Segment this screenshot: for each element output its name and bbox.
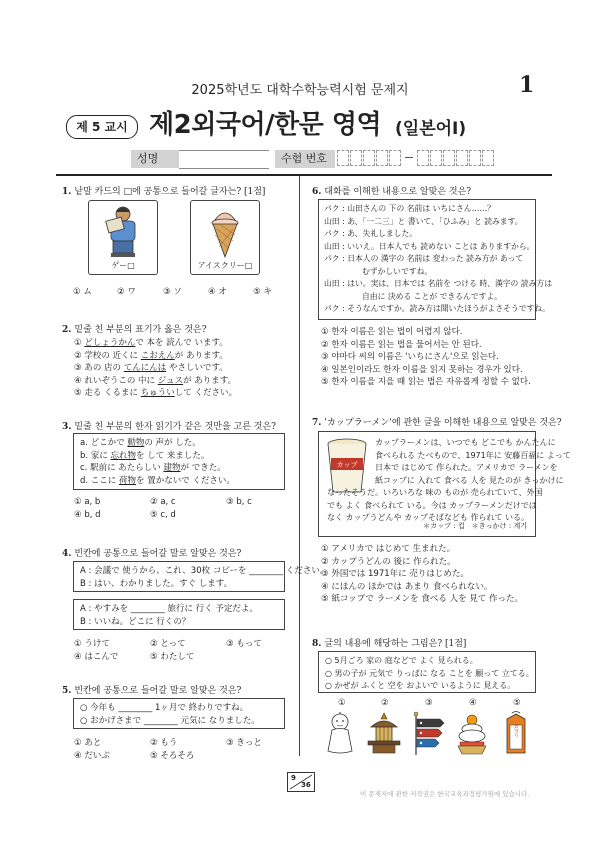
q6-number: 6. — [312, 187, 322, 197]
q8-stem — [312, 636, 466, 649]
q3-stem — [62, 419, 276, 432]
q4-box2-line-1: A : やすみを ________ 旅行に 行く 予定だよ。 — [80, 604, 258, 614]
q7-option-4[interactable]: ④ にほんの ほかでは あまり 食べられない。 — [321, 581, 493, 592]
q6-dialog-line-8: 自由に 決める ことが できるんですよ。 — [362, 291, 502, 301]
q7-passage-line-7: なく カップうどんや カップそばなども 作られて いる。 — [327, 513, 530, 522]
page-number: 1 — [519, 72, 535, 98]
q6-option-2[interactable]: ② 한자 이름은 읽는 법을 물어서는 안 된다. — [321, 339, 482, 350]
q2-option-2[interactable]: ② 学校の 近くに こおえんが あります。 — [74, 350, 228, 361]
q5-option-3[interactable]: ③ きっと — [226, 738, 262, 748]
q4-box1-line-1: A : 会議で 使うから、これ、30枚 コピーを ________ ください。 — [80, 566, 329, 576]
q3-line-b: b. 家に 忘れ物を して 来ました。 — [80, 450, 210, 461]
name-label: 성명 — [131, 150, 179, 168]
q6-dialog-line-9: パク : そうなんですか。読み方は聞いたほうがよさそうですね。 — [324, 304, 550, 313]
q1-option-3[interactable]: ③ ソ — [163, 287, 182, 297]
q6-stem-text: 대화를 이해한 내용으로 알맞은 것은? — [324, 187, 472, 197]
q1-option-5[interactable]: ⑤ キ — [253, 287, 272, 297]
q3-option-3[interactable]: ③ b, c — [226, 497, 252, 507]
q4-dialog-box-1 — [73, 561, 329, 592]
word-card-1 — [88, 200, 158, 275]
q1-option-1[interactable]: ① ム — [73, 287, 92, 297]
q2-stem-text: 밑줄 친 부분의 표기가 옳은 것은? — [74, 325, 207, 335]
q3-number: 3. — [62, 422, 72, 432]
word-card-2 — [190, 200, 260, 275]
q4-option-3[interactable]: ③ もって — [226, 639, 262, 649]
q8-line-3: ○ かぜが ふくと 空を およいで いるように 見える。 — [325, 681, 516, 690]
q6-dialog-line-6: むずかしいですね。 — [362, 266, 433, 276]
q7-options — [321, 543, 523, 606]
q1-number: 1. — [62, 187, 72, 197]
q8-line-1: ○ 5月ごろ 家の 庭などで よく 見られる。 — [325, 656, 478, 665]
q1-option-2[interactable]: ② ワ — [117, 287, 136, 297]
q4-stem — [62, 546, 241, 559]
reading-boy-illustration — [89, 201, 157, 259]
q7-option-3[interactable]: ③ 外国では 1971年に 売りはじめた。 — [321, 569, 469, 579]
q5-option-4[interactable]: ④ だいぶ — [74, 751, 110, 761]
q8-passage-box — [318, 651, 536, 693]
q8-number: 8. — [312, 639, 322, 649]
q7-option-1[interactable]: ① アメリカで はじめて 生まれた。 — [321, 544, 456, 554]
q3-line-d: d. ここに 荷物を 置かないで ください。 — [80, 475, 235, 486]
q4-box1-line-2: B : はい、わかりました。すぐ します。 — [80, 578, 233, 589]
period-badge: 제 5 교시 — [66, 115, 138, 139]
q7-note: ＊カップ : 컵 ＊きっかけ : 계기 — [423, 522, 527, 530]
q4-box2-line-2: B : いいね。どこに 行くの？ — [80, 616, 191, 627]
q3-option-4[interactable]: ④ b, d — [74, 510, 101, 520]
q5-line-1: ○ 今年も ________ 1ヶ月で 終わりですね。 — [80, 703, 249, 713]
q6-option-1[interactable]: ① 한자 이름은 읽는 법이 어렵지 않다. — [321, 327, 463, 337]
name-exam-bar — [131, 150, 509, 168]
q7-passage-line-1: カップラーメンは、いつでも どこでも かんたんに — [375, 438, 556, 447]
column-divider — [299, 176, 300, 756]
copyright-notice: 이 문제지에 관한 저작권은 한국교육과정평가원에 있습니다. — [360, 790, 530, 798]
q8-label-5[interactable]: ⑤ — [513, 698, 521, 708]
q6-dialog-line-5: パク : 日本人の 漢字の 名前は 変わった 読み方が あって — [324, 254, 524, 263]
q8-label-4[interactable]: ④ — [469, 698, 477, 708]
q2-options — [74, 337, 237, 400]
q7-option-5[interactable]: ⑤ 紙コップで ラーメンを 食べる 人を 見て 作った。 — [321, 594, 523, 604]
q7-stem-text: 'カップラーメン'에 관한 글을 이해한 내용으로 알맞은 것은? — [324, 418, 562, 428]
name-field[interactable] — [179, 150, 269, 169]
q5-option-5[interactable]: ⑤ そろそろ — [150, 751, 195, 761]
q6-dialog-line-3: パク : あ、失礼しました。 — [324, 229, 418, 238]
subject-title: 제2외국어/한문 영역 — [149, 110, 382, 140]
q7-passage-line-5: なったそうだ。いろいろな 味の ものが 売られていて、外国 — [327, 488, 543, 497]
q7-passage-line-2: 食べられる たべもので、1971年に 安藤百福に よって — [375, 450, 571, 460]
q5-passage-box — [73, 698, 285, 729]
q6-dialog-line-1: パク : 山田さんの 下の 名前は いちにさん……？ — [324, 204, 495, 213]
q6-dialog-box — [318, 199, 553, 320]
q4-stem-text: 빈칸에 공통으로 들어갈 말로 알맞은 것은? — [74, 549, 242, 559]
q5-option-2[interactable]: ② もう — [150, 738, 178, 748]
q7-number: 7. — [312, 418, 322, 428]
q6-options — [321, 326, 531, 389]
q5-option-1[interactable]: ① あと — [74, 738, 102, 748]
q6-option-5[interactable]: ⑤ 한자 이름을 지을 때 읽는 법은 자유롭게 정할 수 없다. — [321, 377, 531, 387]
q4-dialog-box-2 — [73, 599, 285, 630]
q8-label-2[interactable]: ② — [381, 698, 389, 708]
q7-option-2[interactable]: ② カップうどんの 後に 作られた。 — [321, 556, 456, 567]
q3-option-1[interactable]: ① a, b — [74, 497, 101, 507]
q2-option-4[interactable]: ④ れいぞうこの 中に ジュスが あります。 — [74, 375, 237, 386]
q8-stem-text: 글의 내용에 해당하는 그림은? [1점] — [324, 639, 467, 649]
q5-number: 5. — [62, 686, 72, 696]
teru-teru-bozu-icon[interactable] — [322, 711, 358, 755]
q4-option-4[interactable]: ④ はこんで — [74, 652, 119, 662]
card1-label: ゲー□ — [111, 261, 135, 270]
omamori-icon[interactable] — [498, 711, 534, 755]
page-total: 36 — [301, 781, 311, 789]
koinobori-icon[interactable] — [410, 711, 446, 755]
page-counter — [287, 772, 315, 792]
q7-passage-box — [318, 431, 571, 537]
q5-stem — [62, 683, 241, 696]
card2-label: アイスクリー□ — [197, 261, 253, 270]
kagami-mochi-icon[interactable] — [454, 711, 490, 755]
q1-stem-text: 낱말 카드의 □에 공통으로 들어갈 글자는? [1점] — [74, 187, 266, 197]
q4-number: 4. — [62, 549, 72, 559]
omamori-text: お守り — [513, 724, 519, 738]
q5-line-2: ○ おかげさまで ________ 元気に なりました。 — [80, 715, 260, 726]
cup-label: カップ — [336, 461, 358, 469]
q3-option-2[interactable]: ② a, c — [150, 497, 176, 507]
exam-number-label: 수험 번호 — [275, 150, 335, 168]
exam-number-field[interactable] — [337, 150, 509, 168]
q7-passage — [327, 437, 571, 525]
q6-option-3[interactable]: ③ 야마다 씨의 이름은 'いちにさん'으로 읽는다. — [321, 352, 499, 362]
q6-dialog-line-2: 山田 : あ、「一二三」と 書いて、「ひふみ」と 読みます。 — [324, 216, 523, 226]
q8-label-3[interactable]: ③ — [425, 698, 433, 708]
q2-option-5[interactable]: ⑤ 走る くるまに ちゅういして ください。 — [74, 388, 237, 398]
q1-option-4[interactable]: ④ オ — [208, 287, 227, 297]
q5-stem-text: 빈칸에 공통으로 들어갈 말로 알맞은 것은? — [74, 686, 242, 696]
ice-cream-illustration — [191, 201, 259, 259]
q6-dialog-line-7: 山田 : はい。実は、日本では 名前を つける 時、漢字の 読み方は — [324, 279, 553, 288]
q2-stem — [62, 322, 207, 335]
subject-subtitle: (일본어Ⅰ) — [395, 119, 467, 139]
q4-option-1[interactable]: ① うけて — [74, 639, 110, 649]
q6-option-4[interactable]: ④ 일본인이라도 한자 이름을 읽지 못하는 경우가 있다. — [321, 364, 523, 375]
q7-passage-line-6: でも よく 食べられて いる。今は カップラーメンだけでは — [327, 500, 537, 510]
q3-stem-text: 밑줄 친 부분의 한자 읽기가 같은 것만을 고른 것은? — [74, 422, 276, 432]
q3-option-5[interactable]: ⑤ c, d — [150, 510, 176, 520]
q3-passage-box — [73, 433, 285, 490]
page-current: 9 — [291, 774, 296, 782]
q1-stem — [62, 184, 265, 197]
q6-dialog-line-4: 山田 : いいえ。日本人でも 読めない ことは ありますから。 — [324, 241, 535, 251]
header-rule — [56, 174, 552, 176]
exam-title: 2025학년도 대학수학능력시험 문제지 — [191, 83, 409, 98]
q4-option-2[interactable]: ② とって — [150, 639, 186, 649]
q7-passage-line-4: 紙コップに 入れて 食べる 人を 見たのが きっかけに — [375, 475, 564, 485]
q7-stem — [312, 415, 562, 428]
q3-line-a: a. どこかで 動物の 声が した。 — [80, 438, 201, 448]
q6-stem — [312, 184, 471, 197]
q2-number: 2. — [62, 325, 72, 335]
q3-line-c: c. 駅前に あたらしい 建物が できた。 — [80, 463, 226, 473]
q8-label-1[interactable]: ① — [338, 698, 346, 708]
omikoshi-icon[interactable] — [366, 711, 402, 755]
q4-option-5[interactable]: ⑤ わたして — [150, 652, 195, 662]
q7-passage-line-3: 日本で はじめて 作られた。アメリカで ラーメンを — [375, 463, 558, 472]
q2-option-3[interactable]: ③ あの 店の てんにんは やさしいです。 — [74, 363, 228, 373]
q8-line-2: ○ 男の子が 元気で りっぱに なる ことを 願って 立てる。 — [325, 668, 534, 678]
q2-option-1[interactable]: ① どしょうかんで 本を 読んで います。 — [74, 338, 228, 348]
